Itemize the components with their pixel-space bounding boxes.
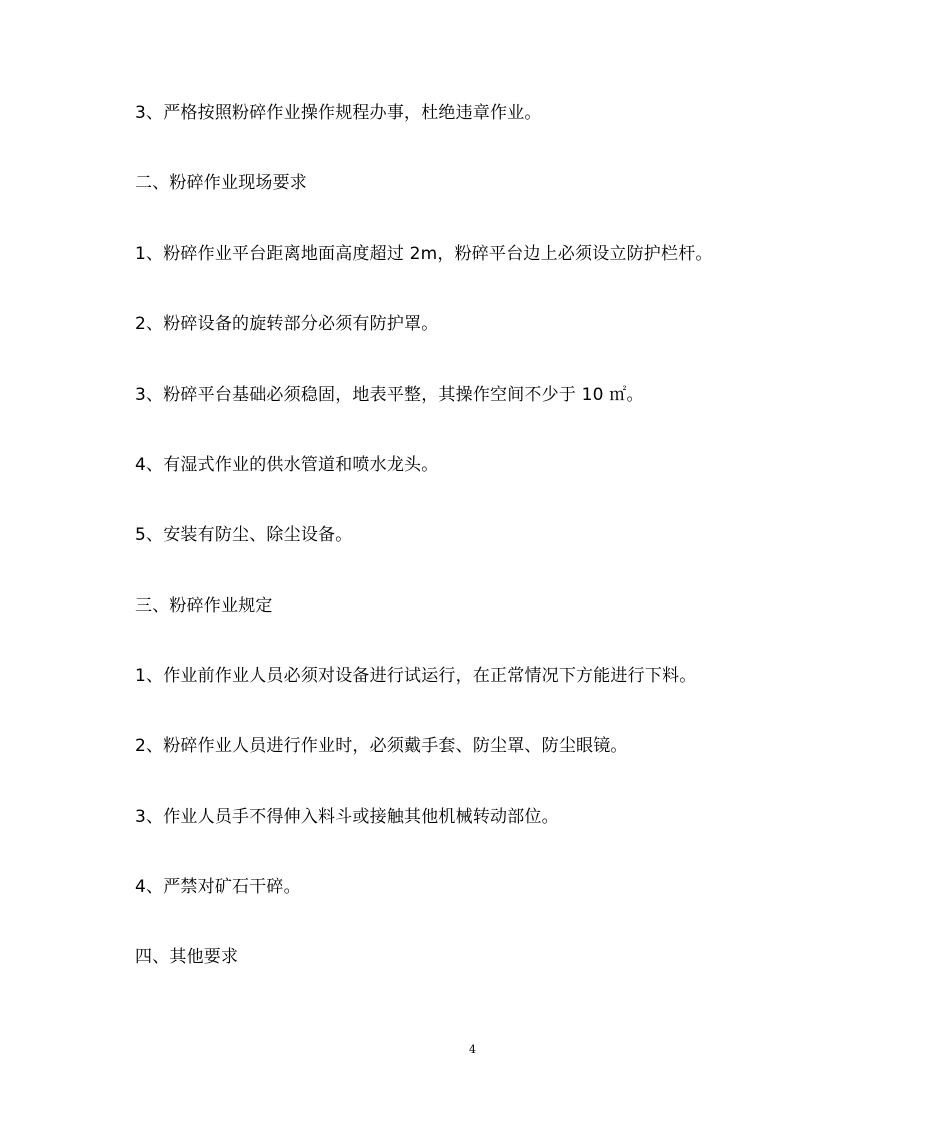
paragraph-line: 1、粉碎作业平台距离地面高度超过 2m，粉碎平台边上必须设立防护栏杆。 — [135, 244, 713, 264]
section-heading: 四、其他要求 — [135, 947, 239, 967]
paragraph-line: 2、粉碎作业人员进行作业时，必须戴手套、防尘罩、防尘眼镜。 — [135, 736, 628, 756]
paragraph-line: 1、作业前作业人员必须对设备进行试运行，在正常情况下方能进行下料。 — [135, 666, 697, 686]
paragraph-line: 4、有湿式作业的供水管道和喷水龙头。 — [135, 455, 439, 475]
paragraph-line: 3、严格按照粉碎作业操作规程办事，杜绝违章作业。 — [135, 103, 542, 123]
paragraph-line: 4、严禁对矿石干碎。 — [135, 877, 301, 897]
paragraph-line: 2、粉碎设备的旋转部分必须有防护罩。 — [135, 314, 439, 334]
section-heading: 三、粉碎作业规定 — [135, 596, 273, 616]
page-number: 4 — [469, 1043, 476, 1056]
section-heading: 二、粉碎作业现场要求 — [135, 173, 307, 193]
paragraph-line: 3、作业人员手不得伸入料斗或接触其他机械转动部位。 — [135, 807, 559, 827]
paragraph-line: 5、安装有防尘、除尘设备。 — [135, 525, 353, 545]
paragraph-line: 3、粉碎平台基础必须稳固，地表平整，其操作空间不少于 10 ㎡。 — [135, 385, 644, 405]
